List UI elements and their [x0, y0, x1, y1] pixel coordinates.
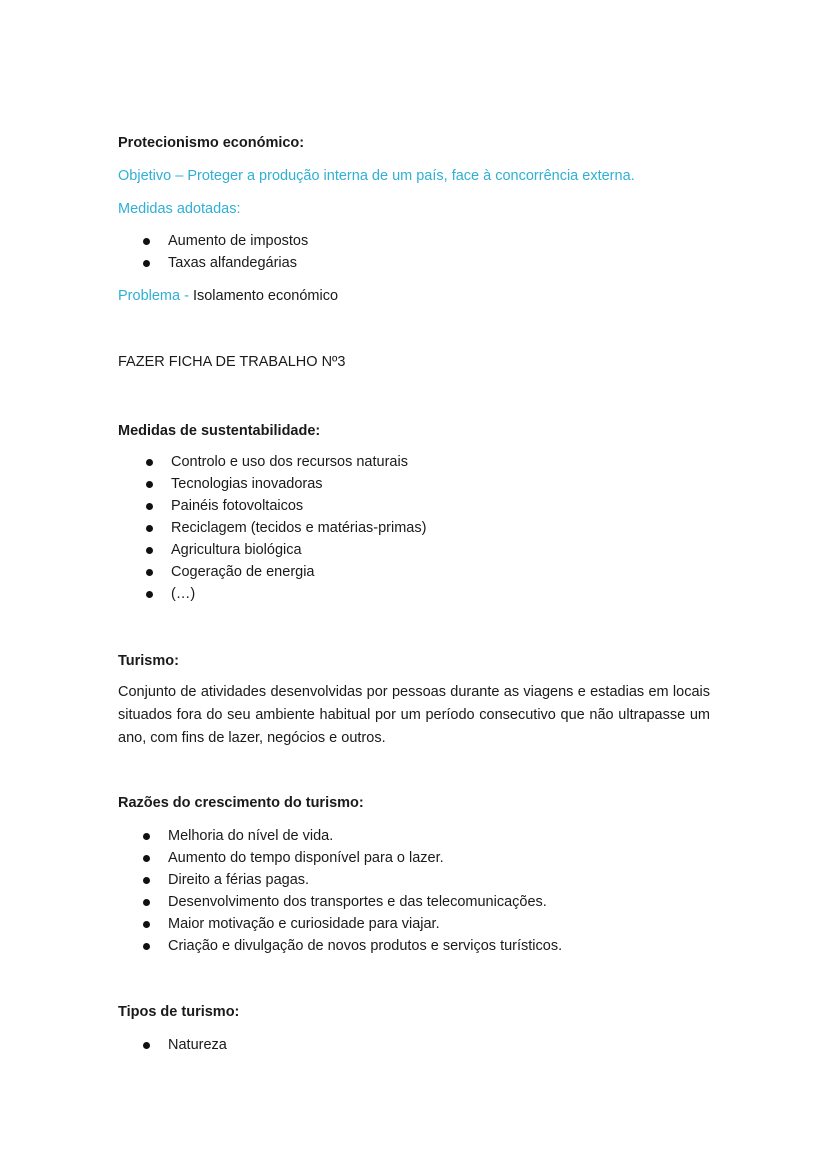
list-item-text: Controlo e uso dos recursos naturais: [171, 454, 408, 470]
objetivo-text: Objetivo – Proteger a produção interna de um país, face à concorrência externa.: [118, 168, 635, 184]
list-item-text: Tecnologias inovadoras: [171, 476, 323, 492]
list-item-text: Aumento do tempo disponível para o lazer.: [168, 850, 444, 866]
bullet-icon: [143, 899, 150, 906]
list-item: [118, 869, 710, 891]
list-item: [118, 583, 710, 605]
bullet-icon: [143, 1042, 150, 1049]
list-item-text: Maior motivação e curiosidade para viajar.: [168, 916, 440, 932]
turismo-heading: Turismo:: [118, 653, 179, 669]
list-item: [118, 935, 710, 957]
list-item: [118, 847, 710, 869]
list-item-text: Cogeração de energia: [171, 564, 315, 580]
tipos-heading: Tipos de turismo:: [118, 1004, 240, 1020]
protecionismo-heading: Protecionismo económico:: [118, 135, 305, 151]
bullet-icon: [143, 877, 150, 884]
list-item-text: Aumento de impostos: [168, 233, 309, 249]
bullet-icon: [143, 238, 150, 245]
bullet-icon: [143, 260, 150, 267]
bullet-icon: [146, 525, 153, 532]
razoes-list: [118, 825, 710, 957]
bullet-icon: [146, 481, 153, 488]
list-item: [118, 451, 710, 473]
problema-line: [118, 285, 338, 307]
bullet-icon: [146, 569, 153, 576]
list-item: [118, 230, 710, 252]
list-item-text: Reciclagem (tecidos e matérias-primas): [171, 520, 427, 536]
bullet-icon: [143, 855, 150, 862]
sustentabilidade-list: [118, 451, 710, 605]
list-item-text: Desenvolvimento dos transportes e das telecomunicações.: [168, 894, 547, 910]
bullet-icon: [143, 943, 150, 950]
medidas-list: [118, 230, 710, 274]
list-item-text: Direito a férias pagas.: [168, 872, 310, 888]
bullet-icon: [143, 833, 150, 840]
list-item: [118, 891, 710, 913]
list-item: [118, 913, 710, 935]
list-item: [118, 539, 710, 561]
list-item: [118, 561, 710, 583]
list-item-text: Melhoria do nível de vida.: [168, 828, 334, 844]
bullet-icon: [146, 503, 153, 510]
list-item-text: Criação e divulgação de novos produtos e serviços turísticos.: [168, 938, 563, 954]
task-text: FAZER FICHA DE TRABALHO Nº3: [118, 354, 346, 370]
list-item: [118, 825, 710, 847]
list-item: [118, 252, 710, 274]
list-item: [118, 517, 710, 539]
problema-text: Isolamento económico: [192, 288, 339, 304]
turismo-definition: Conjunto de atividades desenvolvidas por pessoas durante as viagens e estadias em locais situados fora do seu ambiente habitual por um período consecutivo que não ultrapasse um ano, com fins de lazer, negócios e outros.: [118, 684, 710, 746]
list-item-text: Painéis fotovoltaicos: [171, 498, 304, 514]
bullet-icon: [146, 459, 153, 466]
list-item-text: Taxas alfandegárias: [168, 255, 297, 271]
list-item-text: (…): [171, 586, 196, 602]
list-item: [118, 473, 710, 495]
problema-label: Problema -: [118, 288, 193, 304]
list-item-text: Agricultura biológica: [171, 542, 302, 558]
bullet-icon: [146, 591, 153, 598]
list-item-text: Natureza: [168, 1037, 227, 1053]
bullet-icon: [146, 547, 153, 554]
sustentabilidade-heading: Medidas de sustentabilidade:: [118, 423, 321, 439]
bullet-icon: [143, 921, 150, 928]
list-item: [118, 1034, 710, 1056]
list-item: [118, 495, 710, 517]
razoes-heading: Razões do crescimento do turismo:: [118, 795, 364, 811]
tipos-list: [118, 1034, 710, 1056]
medidas-label: Medidas adotadas:: [118, 201, 241, 217]
